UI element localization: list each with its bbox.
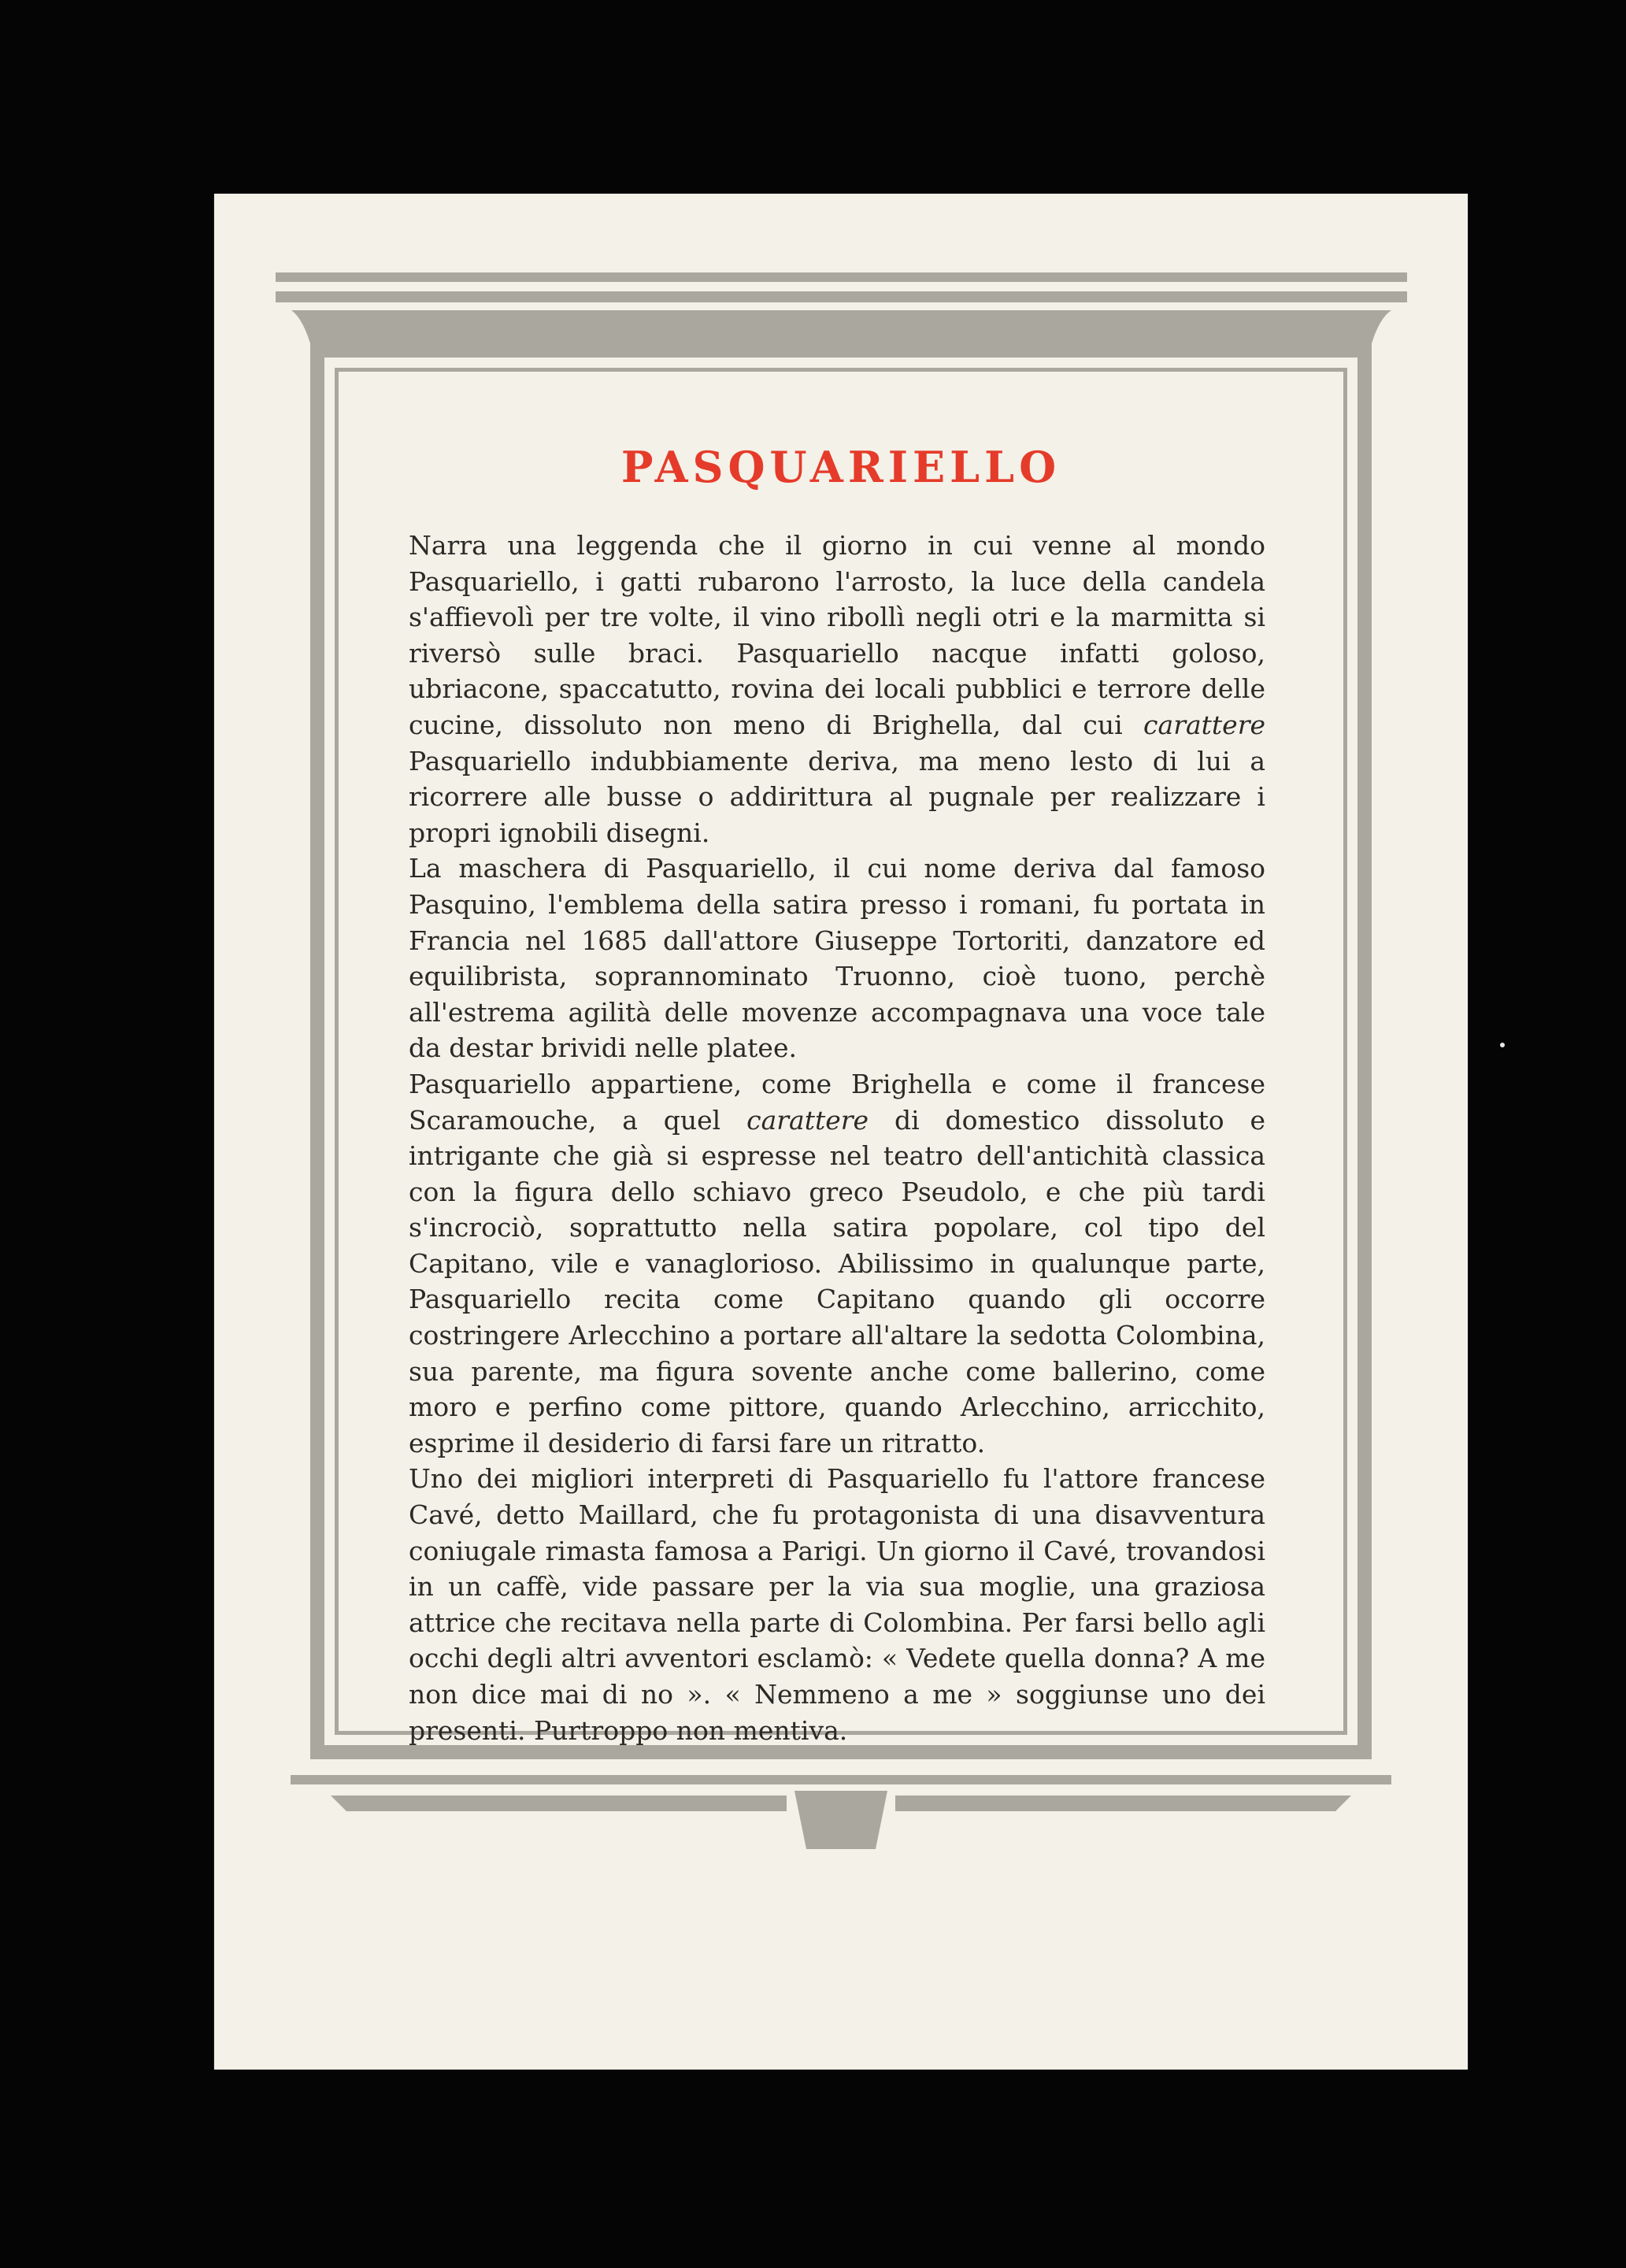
dust-speck [1500, 1043, 1505, 1047]
paragraph [409, 850, 1265, 1066]
frame-cornice-top [276, 272, 1407, 282]
frame-plinth-right [895, 1796, 1351, 1811]
postcard [214, 194, 1468, 2070]
frame-keystone [794, 1791, 887, 1849]
text-run: Uno dei migliori interpreti di Pasquariello fu l'attore francese Cavé, detto Maillard, che fu protagonista di una disavventura coniugale rimasta famosa a Parigi. Un giorno il Cavé, trovandosi in un caffè, vide passare per la via sua moglie, una graziosa attrice che recitava nella parte di Colombina. Per farsi bello agli occhi degli altri avventori esclamò: « Vedete quella donna? A me non dice mai di no ». « Nemmeno a me » soggiunse uno dei presenti. Purtroppo non mentiva. [409, 1463, 1265, 1746]
text-run: Narra una leggenda che il giorno in cui venne al mondo Pasquariello, i gatti rubarono l'arrosto, la luce della candela s'affievolì per tre volte, il vino ribollì negli otri e la marmitta si riversò sulle braci. Pasquariello nacque infatti goloso, ubriacone, spaccatutto, rovina dei locali pubblici e terrore delle cucine, dissoluto non meno di Brighella, dal cui [409, 530, 1265, 740]
italic-term: carattere [746, 1104, 869, 1136]
italic-term: carattere [1143, 709, 1265, 740]
paragraph [409, 1461, 1265, 1748]
frame-plinth-left [331, 1796, 787, 1811]
frame-base-bar [291, 1775, 1391, 1784]
body-text [409, 528, 1265, 1748]
text-run: Pasquariello appartiene, come Brighella e come il francese Scaramouche, a quel [409, 1068, 1265, 1136]
text-run: di domestico dissoluto e intrigante che già si espresse nel teatro dell'antichità classica con la figura dello schiavo greco Pseudolo, e che più tardi s'incrociò, soprattutto nella satira popolare, col tipo del Capitano, vile e vanaglorioso. Abilissimo in qualunque parte, Pasquariello recita come Capitano quando gli occorre costringere Arlecchino a portare all'altare la sedotta Colombina, sua parente, ma figura sovente anche come ballerino, come moro e perfino come pittore, quando Arlecchino, arricchito, esprime il desiderio di farsi fare un ritratto. [409, 1104, 1265, 1458]
page-title: PASQUARIELLO [620, 442, 1061, 492]
paragraph [409, 1066, 1265, 1462]
frame-capital [291, 310, 1391, 343]
text-run: La maschera di Pasquariello, il cui nome deriva dal famoso Pasquino, l'emblema della satira presso i romani, fu portata in Francia nel 1685 dall'attore Giuseppe Tortoriti, danzatore ed equilibrista, soprannominato Truonno, cioè tuono, perchè all'estrema agilità delle movenze accompagnava una voce tale da destar brividi nelle platee. [409, 853, 1265, 1064]
paragraph [409, 528, 1265, 850]
text-run: Pasquariello indubbiamente deriva, ma meno lesto di lui a ricorrere alle busse o addirittura al pugnale per realizzare i propri ignobili disegni. [409, 745, 1265, 848]
frame-cornice-second [276, 291, 1407, 302]
